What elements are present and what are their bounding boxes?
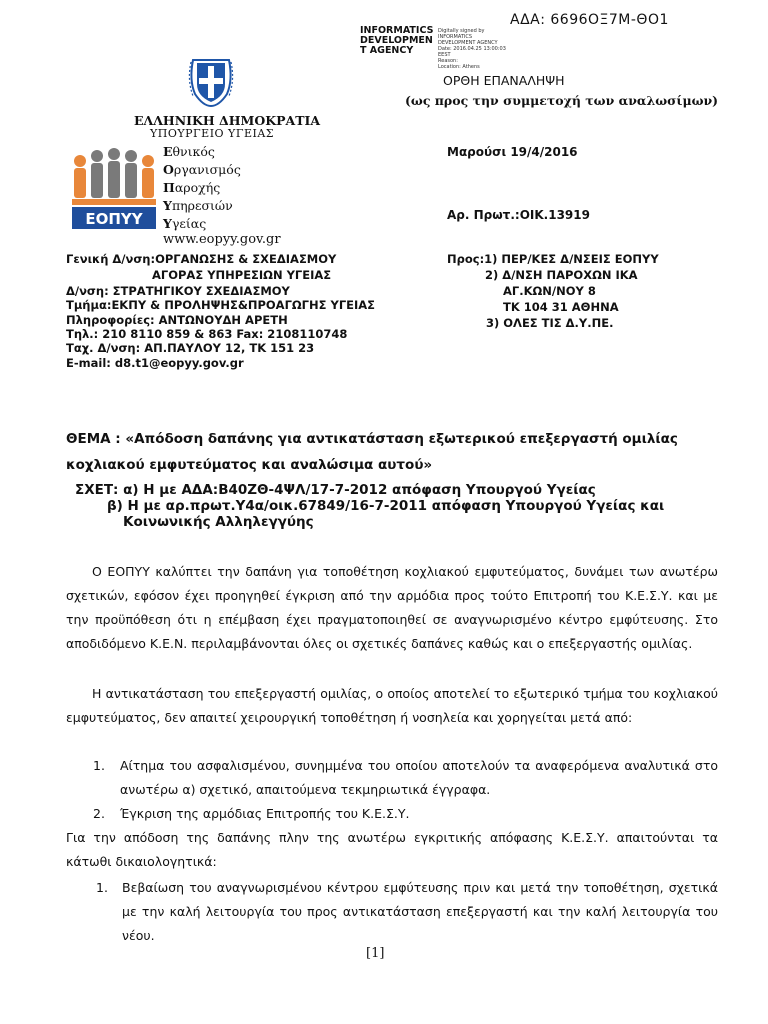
greek-emblem-icon bbox=[185, 50, 237, 108]
list-1-item: Αίτημα του ασφαλισμένου, συνημμένα του οποίου αποτελούν τα αναφερόμενα αναλυτικά στο ανωτέρω α) σχετικό, απαιτούμενα τεκμηριωτικά έγγραφα. bbox=[120, 758, 718, 797]
logo-text: ΕΟΠΥΥ bbox=[85, 210, 143, 228]
list-1-number: 1. bbox=[93, 758, 105, 773]
eopyy-logo bbox=[70, 145, 158, 231]
related-line: β) Η με αρ.πρωτ.Υ4α/οικ.67849/16-7-2011 απόφαση Υπουργού Υγείας και bbox=[107, 498, 665, 514]
recipient-line: ΤΚ 104 31 ΑΘΗΝΑ bbox=[503, 300, 619, 314]
paragraph-1 bbox=[66, 560, 718, 656]
recipient-line: 2) Δ/ΝΣΗ ΠΑΡΟΧΩΝ ΙΚΑ bbox=[485, 268, 638, 282]
page-number: [1] bbox=[366, 946, 385, 961]
paragraph-3 bbox=[66, 826, 718, 874]
sender-line: Ταχ. Δ/νση: ΑΠ.ΠΑΥΛΟΥ 12, ΤΚ 151 23 bbox=[66, 341, 315, 355]
recipient-line: ΑΓ.ΚΩΝ/ΝΟΥ 8 bbox=[503, 284, 596, 298]
org-line bbox=[163, 215, 241, 233]
org-word: πηρεσιών bbox=[171, 198, 233, 213]
sender-line: Πληροφορίες: ΑΝΤΩΝΟΥΔΗ ΑΡΕΤΗ bbox=[66, 313, 288, 327]
org-line bbox=[163, 179, 241, 197]
signature-detail-line: Digitally signed by bbox=[438, 28, 485, 34]
signature-agency-line: T AGENCY bbox=[360, 45, 414, 56]
org-line bbox=[163, 161, 241, 179]
signature-detail-line: Reason: bbox=[438, 58, 458, 64]
sender-line: ΑΓΟΡΑΣ ΥΠΗΡΕΣΙΩΝ ΥΓΕΙΑΣ bbox=[152, 268, 332, 282]
related-line: ΣΧΕΤ: α) Η με ΑΔΑ:Β40ΖΘ-4ΨΛ/17-7-2012 απόφαση Υπουργού Υγείας bbox=[75, 482, 596, 498]
org-initial: Υ bbox=[163, 216, 172, 231]
org-word: ργανισμός bbox=[173, 162, 241, 177]
signature-agency-line: INFORMATICS bbox=[360, 25, 434, 36]
paragraph-text: Η αντικατάσταση του επεξεργαστή ομιλίας, ο οποίος αποτελεί το εξωτερικό τμήμα του κοχλιακού εμφυτεύματος, δεν απαιτεί χειρουργική τοποθέτηση ή νοσηλεία και χορηγείται μετά από: bbox=[66, 686, 718, 725]
list-2-number: 1. bbox=[96, 880, 108, 895]
recipient-line: Προς:1) ΠΕΡ/ΚΕΣ Δ/ΝΣΕΙΣ ΕΟΠΥΥ bbox=[447, 252, 659, 266]
signature-agency-line: DEVELOPMEN bbox=[360, 35, 433, 46]
paragraph-2 bbox=[66, 682, 718, 730]
signature-detail-line: EEST bbox=[438, 52, 451, 58]
org-line bbox=[163, 197, 241, 215]
signature-detail-line: Date: 2016.04.25 13:00:03 bbox=[438, 46, 506, 52]
sender-line: Γενική Δ/νση:ΟΡΓΑΝΩΣΗΣ & ΣΧΕΔΙΑΣΜΟΥ bbox=[66, 252, 337, 266]
signature-details bbox=[438, 28, 506, 70]
subject-line: κοχλιακού εμφυτεύματος και αναλώσιμα αυτού» bbox=[66, 457, 433, 473]
subject-line: ΘΕΜΑ : «Απόδοση δαπάνης για αντικατάσταση εξωτερικού επεξεργαστή ομιλίας bbox=[66, 431, 678, 447]
org-word: αροχής bbox=[174, 180, 221, 195]
org-initial: Ο bbox=[163, 162, 174, 177]
ada-code: ΑΔΑ: 6696ΟΞ7Μ-ΘΟ1 bbox=[510, 12, 669, 28]
paragraph-text: Ο ΕΟΠΥΥ καλύπτει την δαπάνη για τοποθέτηση κοχλιακού εμφυτεύματος, δυνάμει των ανωτέρω σχετικών, εφόσον έχει προηγηθεί έγκριση από την αρμόδια προς τούτο Επιτροπή του Κ.Ε.Σ.Υ. και με την προϋπόθεση ότι η επέμβαση έχει πραγματοποιηθεί σε αναγνωρισμένο κέντρο εμφύτευσης. Στο αποδιδόμενο Κ.Ε.Ν. περιλαμβάνονται όλες οι σχετικές δαπάνες καθώς και ο επεξεργαστής ομιλίας. bbox=[66, 564, 718, 651]
paragraph-text: Για την απόδοση της δαπάνης πλην της ανωτέρω εγκριτικής απόφασης Κ.Ε.Σ.Υ. απαιτούνται τα κάτωθι δικαιολογητικά: bbox=[66, 830, 718, 869]
subject bbox=[66, 426, 726, 478]
signature-agency bbox=[360, 26, 433, 56]
org-initial: Π bbox=[163, 180, 175, 195]
list-2-item: Βεβαίωση του αναγνωρισμένου κέντρου εμφύτευσης πριν και μετά την τοποθέτηση, σχετικά με την καλή λειτουργία του προς αντικατάσταση επεξεργαστή και την καλή λειτουργία του νέου. bbox=[122, 880, 718, 943]
republic-title: ΕΛΛΗΝΙΚΗ ΔΗΜΟΚΡΑΤΙΑ bbox=[134, 113, 321, 128]
protocol-number: Αρ. Πρωτ.:ΟΙΚ.13919 bbox=[447, 208, 590, 222]
org-word: θνικός bbox=[172, 144, 215, 159]
org-initial: Υ bbox=[163, 198, 172, 213]
organization-name bbox=[163, 143, 241, 233]
signature-detail-line: INFORMATICS bbox=[438, 34, 473, 40]
signature-detail-line: DEVELOPMENT AGENCY bbox=[438, 40, 498, 46]
list-1-number: 2. bbox=[93, 806, 105, 821]
sender-line: Τμήμα:ΕΚΠΥ & ΠΡΟΛΗΨΗΣ&ΠΡΟΑΓΩΓΗΣ ΥΓΕΙΑΣ bbox=[66, 298, 376, 312]
signature-detail-line: Location: Athens bbox=[438, 64, 480, 70]
ministry-title: ΥΠΟΥΡΓΕΙΟ ΥΓΕΙΑΣ bbox=[150, 127, 275, 140]
org-line bbox=[163, 143, 241, 161]
org-word: γείας bbox=[171, 216, 207, 231]
sender-line: Τηλ.: 210 8110 859 & 863 Fax: 2108110748 bbox=[66, 327, 348, 341]
list-1-item: Έγκριση της αρμόδιας Επιτροπής του Κ.Ε.Σ.Υ. bbox=[120, 806, 410, 821]
document-date: Μαρούσι 19/4/2016 bbox=[447, 145, 578, 159]
sender-email[interactable]: E-mail: d8.t1@eopyy.gov.gr bbox=[66, 356, 244, 370]
recipient-line: 3) ΟΛΕΣ ΤΙΣ Δ.Υ.ΠΕ. bbox=[486, 316, 614, 330]
correction-note: (ως προς την συμμετοχή των αναλωσίμων) bbox=[405, 93, 719, 108]
website-link[interactable]: www.eopyy.gov.gr bbox=[163, 232, 281, 247]
sender-line: Δ/νση: ΣΤΡΑΤΗΓΙΚΟΥ ΣΧΕΔΙΑΣΜΟΥ bbox=[66, 284, 290, 298]
related-line: Κοινωνικής Αλληλεγγύης bbox=[123, 514, 314, 530]
org-initial: Ε bbox=[163, 144, 173, 159]
correction-heading: ΟΡΘΗ ΕΠΑΝΑΛΗΨΗ bbox=[443, 73, 565, 88]
related-references bbox=[75, 482, 715, 530]
